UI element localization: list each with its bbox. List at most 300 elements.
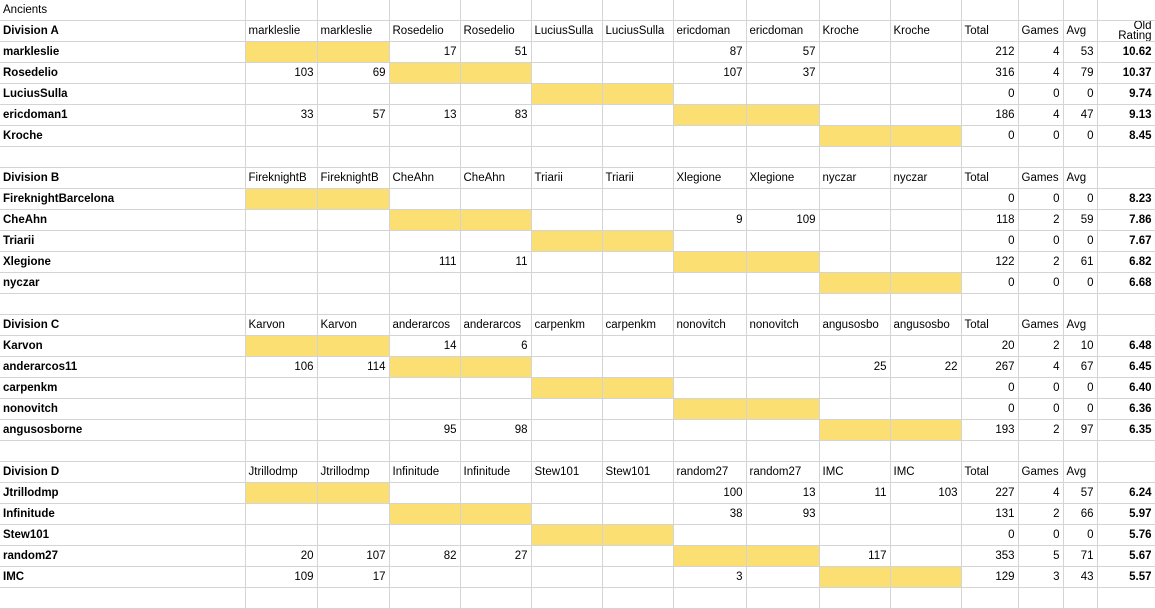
self-cell [673,399,746,420]
score-cell [245,504,317,525]
score-cell: 57 [317,105,389,126]
opponent-header: ericdoman [673,21,746,42]
score-cell [890,42,961,63]
score-cell [531,189,602,210]
games-header: Games [1018,315,1063,336]
score-cell [819,42,890,63]
player-row [0,567,1155,588]
opponent-header: Rosedelio [389,21,460,42]
player-name: nyczar [0,273,245,294]
score-cell: 57 [746,42,819,63]
old-rating-cell: 6.35 [1097,420,1155,441]
self-cell [673,105,746,126]
opponent-header: anderarcos [460,315,531,336]
score-cell [602,399,673,420]
score-cell [746,357,819,378]
player-row [0,273,1155,294]
score-cell [819,525,890,546]
score-cell [389,525,460,546]
score-cell: 103 [245,63,317,84]
score-cell [245,252,317,273]
self-cell [460,63,531,84]
self-cell [460,210,531,231]
score-cell [673,126,746,147]
score-cell: 17 [389,42,460,63]
avg-header: Avg [1063,21,1097,42]
self-cell [819,420,890,441]
self-cell [245,42,317,63]
score-cell: 69 [317,63,389,84]
games-cell: 4 [1018,63,1063,84]
avg-cell: 0 [1063,231,1097,252]
spacer-cell [245,441,317,462]
avg-cell: 0 [1063,126,1097,147]
empty-cell [460,0,531,21]
games-cell: 4 [1018,483,1063,504]
player-row [0,504,1155,525]
opponent-header: Jtrillodmp [245,462,317,483]
score-cell [460,126,531,147]
empty-cell [961,0,1018,21]
self-cell [460,504,531,525]
player-name: carpenkm [0,378,245,399]
total-cell: 193 [961,420,1018,441]
score-cell [389,189,460,210]
old-rating-header [1097,462,1155,483]
spacer-cell [0,588,245,609]
empty-cell [746,0,819,21]
score-cell [819,105,890,126]
score-cell [460,84,531,105]
empty-cell [531,0,602,21]
division-header-row [0,462,1155,483]
score-cell [460,273,531,294]
empty-cell [245,0,317,21]
player-row [0,525,1155,546]
score-cell [602,357,673,378]
self-cell [460,357,531,378]
score-cell: 82 [389,546,460,567]
total-cell: 353 [961,546,1018,567]
empty-cell [819,0,890,21]
self-cell [602,84,673,105]
score-cell [389,399,460,420]
score-cell: 33 [245,105,317,126]
opponent-header: nonovitch [673,315,746,336]
score-cell [673,420,746,441]
spacer-cell [1097,588,1155,609]
total-cell: 267 [961,357,1018,378]
opponent-header: carpenkm [602,315,673,336]
empty-cell [1097,0,1155,21]
score-cell [602,210,673,231]
self-cell [673,252,746,273]
player-row [0,357,1155,378]
score-cell: 106 [245,357,317,378]
old-rating-header-line2: Rating [1118,30,1152,42]
spacer-cell [890,147,961,168]
avg-cell: 10 [1063,336,1097,357]
opponent-header: Infinitude [389,462,460,483]
division-title: Division C [0,315,245,336]
opponent-header: FireknightB [317,168,389,189]
score-cell [819,336,890,357]
division-title: Division D [0,462,245,483]
score-cell [819,84,890,105]
spacer-cell [0,147,245,168]
player-row [0,126,1155,147]
empty-cell [389,0,460,21]
old-rating-cell: 6.45 [1097,357,1155,378]
spacer-cell [602,294,673,315]
old-rating-cell: 8.23 [1097,189,1155,210]
spacer-cell [317,294,389,315]
opponent-header: markleslie [245,21,317,42]
score-cell [819,252,890,273]
score-cell [890,525,961,546]
player-name: anderarcos11 [0,357,245,378]
opponent-header: Karvon [245,315,317,336]
player-row [0,231,1155,252]
score-cell [602,63,673,84]
self-cell [602,525,673,546]
opponent-header: nyczar [819,168,890,189]
total-cell: 186 [961,105,1018,126]
games-cell: 0 [1018,378,1063,399]
spacer-cell [389,294,460,315]
opponent-header: random27 [746,462,819,483]
spacer-cell [819,441,890,462]
score-cell [389,84,460,105]
score-cell [531,42,602,63]
score-cell: 37 [746,63,819,84]
score-cell: 83 [460,105,531,126]
score-cell [746,231,819,252]
player-row [0,63,1155,84]
score-cell [890,504,961,525]
score-cell [819,210,890,231]
spacer-cell [1018,294,1063,315]
spacer-cell [961,588,1018,609]
games-cell: 0 [1018,189,1063,210]
total-cell: 20 [961,336,1018,357]
old-rating-cell: 7.86 [1097,210,1155,231]
player-row [0,378,1155,399]
score-cell [819,504,890,525]
player-row [0,546,1155,567]
score-cell [890,84,961,105]
score-cell [602,420,673,441]
score-cell: 11 [460,252,531,273]
score-cell [890,231,961,252]
score-cell [460,378,531,399]
score-cell [245,126,317,147]
old-rating-cell: 6.36 [1097,399,1155,420]
score-cell [317,231,389,252]
spacer-cell [389,441,460,462]
avg-cell: 66 [1063,504,1097,525]
games-cell: 0 [1018,126,1063,147]
games-cell: 2 [1018,420,1063,441]
player-row [0,252,1155,273]
games-header: Games [1018,168,1063,189]
empty-cell [1063,0,1097,21]
opponent-header: CheAhn [460,168,531,189]
score-cell: 38 [673,504,746,525]
self-cell [245,483,317,504]
empty-cell [317,0,389,21]
avg-cell: 43 [1063,567,1097,588]
spacer-cell [746,588,819,609]
avg-cell: 57 [1063,483,1097,504]
score-cell [890,336,961,357]
score-cell [602,546,673,567]
games-cell: 0 [1018,525,1063,546]
old-rating-cell: 6.68 [1097,273,1155,294]
opponent-header: Xlegione [746,168,819,189]
player-name: Infinitude [0,504,245,525]
spacer-cell [602,588,673,609]
spacer-cell [673,147,746,168]
score-cell [460,231,531,252]
old-rating-cell: 5.97 [1097,504,1155,525]
spacer-cell [890,588,961,609]
score-cell: 107 [673,63,746,84]
old-rating-cell: 9.13 [1097,105,1155,126]
spacer-cell [1063,147,1097,168]
score-cell [819,189,890,210]
self-cell [890,567,961,588]
score-cell [389,378,460,399]
score-cell [531,567,602,588]
player-name: Stew101 [0,525,245,546]
opponent-header: Stew101 [602,462,673,483]
player-name: markleslie [0,42,245,63]
avg-cell: 0 [1063,189,1097,210]
score-cell: 20 [245,546,317,567]
player-row [0,420,1155,441]
old-rating-cell: 5.67 [1097,546,1155,567]
avg-cell: 53 [1063,42,1097,63]
score-cell [602,105,673,126]
score-cell: 111 [389,252,460,273]
opponent-header: Kroche [819,21,890,42]
score-cell [245,210,317,231]
self-cell [531,378,602,399]
score-cell [602,42,673,63]
score-cell [890,105,961,126]
old-rating-header-line1: Old [1133,20,1152,32]
self-cell [746,252,819,273]
spacer-cell [460,441,531,462]
score-cell: 87 [673,42,746,63]
games-cell: 3 [1018,567,1063,588]
old-rating-cell: 7.67 [1097,231,1155,252]
player-row [0,105,1155,126]
total-header: Total [961,315,1018,336]
score-cell [531,546,602,567]
score-cell [673,231,746,252]
score-cell [245,525,317,546]
old-rating-cell: 5.57 [1097,567,1155,588]
score-cell [317,399,389,420]
spacer-row [0,294,1155,315]
score-cell [245,273,317,294]
old-rating-cell: 6.48 [1097,336,1155,357]
avg-cell: 79 [1063,63,1097,84]
self-cell [746,105,819,126]
score-cell [673,525,746,546]
score-cell [460,483,531,504]
opponent-header: LuciusSulla [602,21,673,42]
opponent-header: angusosbo [890,315,961,336]
self-cell [389,504,460,525]
avg-cell: 59 [1063,210,1097,231]
spacer-cell [531,588,602,609]
score-cell [819,63,890,84]
spacer-cell [961,147,1018,168]
score-cell [819,231,890,252]
division-header-row [0,168,1155,189]
total-cell: 0 [961,273,1018,294]
total-cell: 129 [961,567,1018,588]
score-cell [746,126,819,147]
player-name: Rosedelio [0,63,245,84]
opponent-header: Karvon [317,315,389,336]
total-cell: 0 [961,525,1018,546]
self-cell [746,399,819,420]
self-cell [890,273,961,294]
games-cell: 4 [1018,105,1063,126]
player-row [0,210,1155,231]
self-cell [389,357,460,378]
score-cell [531,63,602,84]
player-row [0,483,1155,504]
opponent-header: angusosbo [819,315,890,336]
opponent-header: LuciusSulla [531,21,602,42]
page-title: Ancients [0,0,245,21]
self-cell [531,84,602,105]
score-cell [245,84,317,105]
opponent-header: markleslie [317,21,389,42]
spacer-cell [890,441,961,462]
spacer-cell [746,294,819,315]
games-cell: 2 [1018,252,1063,273]
score-cell [673,189,746,210]
score-cell [389,483,460,504]
score-cell [460,525,531,546]
total-cell: 122 [961,252,1018,273]
division-header-row [0,21,1155,42]
opponent-header: Jtrillodmp [317,462,389,483]
score-cell [317,252,389,273]
opponent-header: CheAhn [389,168,460,189]
spacer-cell [317,588,389,609]
score-cell [245,231,317,252]
score-cell [531,483,602,504]
self-cell [890,126,961,147]
spacer-cell [1063,441,1097,462]
score-cell: 14 [389,336,460,357]
self-cell [602,378,673,399]
opponent-header: Rosedelio [460,21,531,42]
score-cell: 114 [317,357,389,378]
score-cell [890,252,961,273]
score-cell [890,399,961,420]
score-cell: 93 [746,504,819,525]
player-name: random27 [0,546,245,567]
score-cell: 17 [317,567,389,588]
total-cell: 118 [961,210,1018,231]
self-cell [602,231,673,252]
score-cell [746,378,819,399]
old-rating-cell: 5.76 [1097,525,1155,546]
avg-cell: 61 [1063,252,1097,273]
score-cell [531,420,602,441]
score-cell [673,357,746,378]
old-rating-cell: 9.74 [1097,84,1155,105]
spacer-cell [1018,147,1063,168]
avg-cell: 0 [1063,525,1097,546]
opponent-header: Xlegione [673,168,746,189]
score-cell [602,189,673,210]
score-cell [389,567,460,588]
score-cell [531,273,602,294]
division-header-row [0,315,1155,336]
spacer-cell [389,588,460,609]
score-cell [746,420,819,441]
self-cell [317,42,389,63]
old-rating-cell: 8.45 [1097,126,1155,147]
spacer-cell [531,294,602,315]
self-cell [317,483,389,504]
spacer-cell [245,294,317,315]
total-header: Total [961,462,1018,483]
games-header: Games [1018,462,1063,483]
score-cell [317,84,389,105]
player-row [0,336,1155,357]
player-name: nonovitch [0,399,245,420]
games-cell: 2 [1018,336,1063,357]
old-rating-cell: 10.62 [1097,42,1155,63]
spacer-cell [819,294,890,315]
spacer-cell [460,294,531,315]
score-cell [317,273,389,294]
score-cell [245,399,317,420]
score-cell: 13 [389,105,460,126]
opponent-header: nyczar [890,168,961,189]
score-cell: 6 [460,336,531,357]
score-cell [673,273,746,294]
old-rating-header [1097,315,1155,336]
player-row [0,189,1155,210]
score-cell [531,252,602,273]
score-cell [245,378,317,399]
games-cell: 0 [1018,84,1063,105]
empty-cell [673,0,746,21]
score-cell: 95 [389,420,460,441]
spacer-cell [819,147,890,168]
spacer-cell [602,147,673,168]
score-cell [890,378,961,399]
score-cell [531,357,602,378]
games-cell: 4 [1018,42,1063,63]
spacer-cell [673,441,746,462]
opponent-header: Triarii [531,168,602,189]
empty-cell [1018,0,1063,21]
score-cell [746,525,819,546]
spacer-cell [0,441,245,462]
